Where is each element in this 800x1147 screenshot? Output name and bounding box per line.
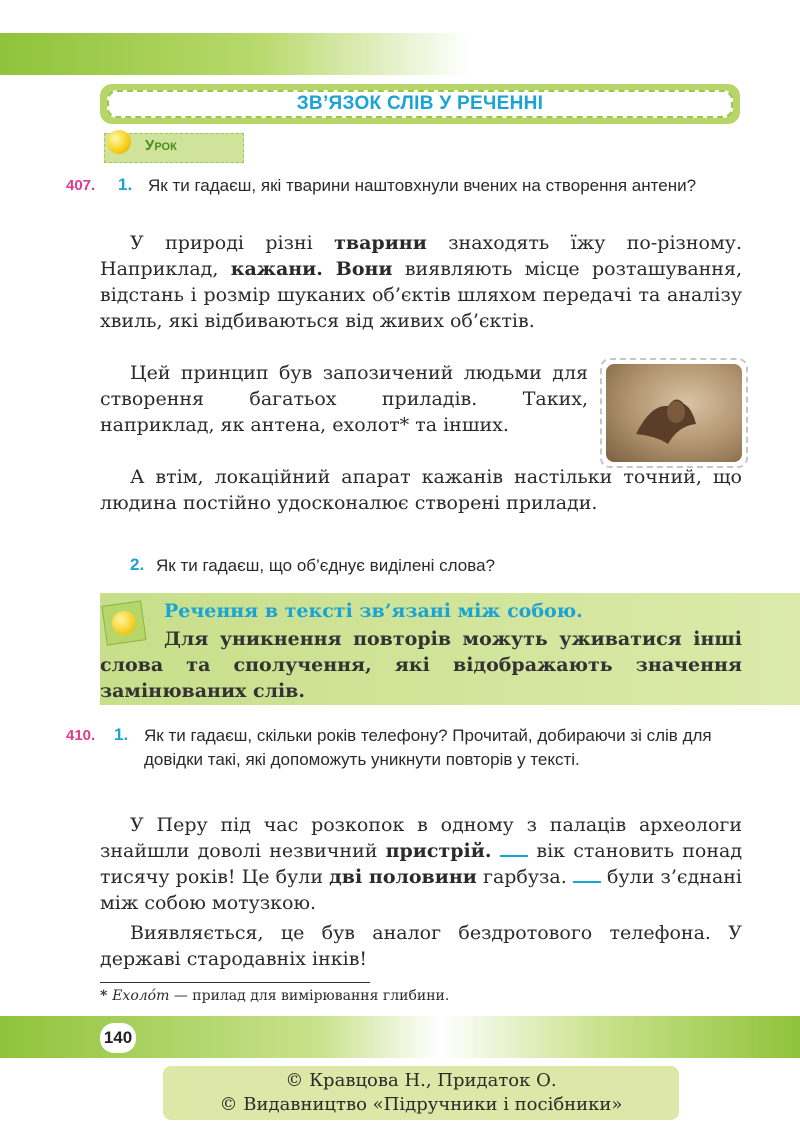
highlighted-word: Вони <box>335 258 393 280</box>
text-fragment: гарбуза. <box>476 866 573 888</box>
blank-gap <box>500 839 528 857</box>
copyright-line: © Кравцова Н., Придаток О. <box>285 1070 557 1091</box>
blank-gap <box>573 865 601 883</box>
text-paragraph-1 <box>100 230 742 334</box>
bat-icon <box>606 364 742 462</box>
bat-photo-frame <box>600 358 748 468</box>
text-paragraph-2: Цей принцип був запозичений людьми для створення багатьох приладів. Таких, наприклад, як антена, ехолот* та інших. <box>100 362 588 436</box>
footnote-definition: — прилад для вимірювання глибини. <box>169 988 450 1004</box>
text-fragment: У Перу під час розкопок в одному з палаців археологи знайшли доволі незвичний <box>100 814 742 862</box>
question-number: 2. <box>130 555 145 574</box>
question-number: 1. <box>114 725 129 744</box>
copyright-box <box>163 1066 679 1120</box>
text-fragment: У природі різні <box>130 232 335 254</box>
exercise-number-410: 410. <box>66 727 96 744</box>
footnote-divider <box>100 982 370 983</box>
text-paragraph-4 <box>100 812 742 916</box>
top-decor-band <box>0 33 470 75</box>
question-text: Як ти гадаєш, які тварини наштовхнули вчених на створення антени? <box>148 176 697 195</box>
lesson-label: Урок <box>145 137 177 154</box>
rule-heading: Речення в тексті зв’язані між собою. <box>164 600 583 622</box>
rule-body: Для уникнення повторів можуть уживатися інші слова та сполучення, які відображають значення замінюваних слів. <box>100 628 742 702</box>
section-title: ЗВ’ЯЗОК СЛІВ У РЕЧЕННІ <box>107 90 733 118</box>
exercise-number-407: 407. <box>66 177 96 194</box>
highlighted-word: пристрій <box>385 840 485 862</box>
footnote-star: * <box>100 988 113 1004</box>
highlighted-word: кажани <box>230 258 317 280</box>
bat-photo <box>606 364 742 462</box>
text-fragment: вік становить понад тисячу років! Це були <box>100 840 743 888</box>
text-fragment: . <box>316 258 336 280</box>
footnote-term: Ехолóт <box>112 988 170 1004</box>
question-text: Як ти гадаєш, скільки років телефону? Прочитай, добираючи зі слів для довідки такі, які допоможуть уникнути повторів у тексті. <box>144 726 712 769</box>
footnote <box>100 988 449 1004</box>
highlighted-word: тварини <box>334 232 427 254</box>
text-paragraph-5: Виявляється, це був аналог бездротового телефона. У державі стародавніх інків! <box>100 922 742 970</box>
section-title-box <box>100 84 740 124</box>
balloon-icon <box>107 130 131 154</box>
text-fragment: знаходять їжу по-різному. Наприклад, <box>100 232 742 280</box>
page-number: 140 <box>100 1023 136 1053</box>
text-paragraph-3: А втім, локаційний апарат кажанів настільки точний, що людина постійно удосконалює створені прилади. <box>100 466 742 514</box>
copyright-line: © Видавництво «Підручники і посібники» <box>219 1094 623 1115</box>
lesson-label-box <box>104 133 244 163</box>
text-fragment: виявляють місце розташування, відстань і розмір шуканих об’єктів шляхом передачі та аналізу хвиль, які відбиваються від живих об’єктів. <box>100 258 743 332</box>
question-number: 1. <box>118 175 133 194</box>
highlighted-word: дві половини <box>329 866 477 888</box>
question-text: Як ти гадаєш, що об’єднує виділені слова? <box>156 556 495 575</box>
text-fragment: . <box>484 840 501 862</box>
text-fragment: були з’єднані між собою мотузкою. <box>100 866 743 914</box>
